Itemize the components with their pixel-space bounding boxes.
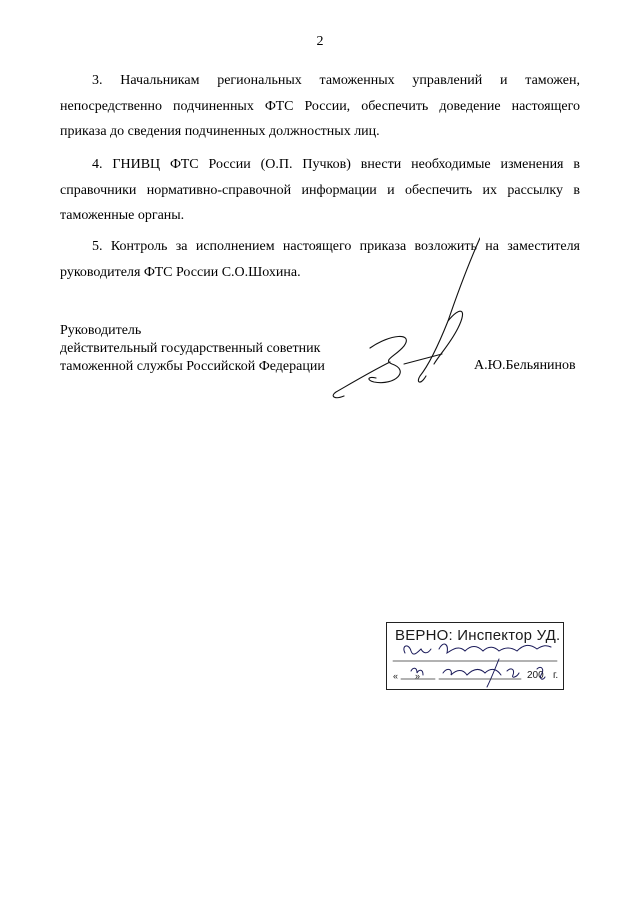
stamp-year-suffix: г. — [553, 670, 559, 681]
signer-name: А.Ю.Бельянинов — [474, 358, 576, 373]
signature-block — [60, 322, 325, 376]
signer-title-line-1: Руководитель — [60, 323, 142, 338]
stamp-handwriting — [387, 623, 563, 689]
paragraph-3: 3. Начальникам региональных таможенных управлений и таможен, непосредственно подчиненных ФТС России, обеспечить доведение настоящего приказа до сведения подчиненных должностных лиц. — [60, 73, 580, 139]
page-number: 2 — [316, 34, 324, 49]
stamp-title: ВЕРНО: Инспектор УД. — [395, 627, 561, 644]
verification-stamp — [386, 622, 564, 690]
signer-title-line-2: действительный государственный советник — [60, 341, 321, 356]
stamp-quote-close: » — [415, 671, 421, 681]
paragraph-4: 4. ГНИВЦ ФТС России (О.П. Пучков) внести необходимые изменения в справочники нормативно-справочной информации и обеспечить их рассылку в таможенные органы. — [60, 157, 580, 223]
signer-title-line-3: таможенной службы Российской Федерации — [60, 359, 325, 374]
handwritten-signature — [330, 236, 480, 406]
stamp-quote-open: « — [393, 671, 399, 681]
paragraph-5: 5. Контроль за исполнением настоящего приказа возложить на заместителя руководителя ФТС России С.О.Шохина. — [60, 239, 580, 280]
stamp-year-prefix: 200 — [527, 670, 544, 681]
